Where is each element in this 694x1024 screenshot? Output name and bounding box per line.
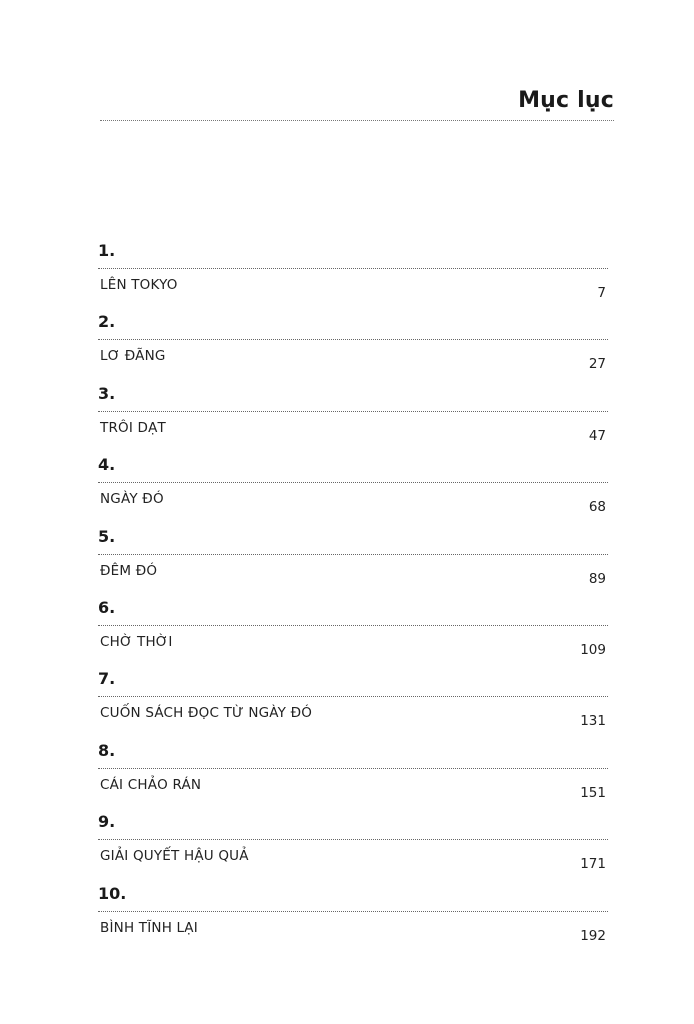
toc-entry (98, 812, 608, 883)
chapter-title: LÊN TOKYO (100, 277, 178, 293)
toc-entry (98, 312, 608, 383)
dotted-divider (98, 554, 608, 555)
toc-entry (98, 669, 608, 740)
chapter-number: 4. (98, 455, 116, 475)
page-number: 109 (580, 641, 606, 658)
chapter-title: BÌNH TĨNH LẠI (100, 919, 198, 936)
chapter-number: 8. (98, 740, 116, 760)
toc-entry (98, 741, 608, 812)
dotted-divider (98, 482, 608, 483)
dotted-divider (98, 768, 608, 769)
dotted-divider (98, 268, 608, 269)
title-divider (100, 120, 614, 121)
page-number: 89 (588, 570, 606, 587)
page-number: 68 (588, 499, 606, 516)
dotted-divider (98, 411, 608, 412)
toc-entry (98, 527, 608, 598)
chapter-title: NGÀY ĐÓ (100, 491, 164, 508)
chapter-number: 6. (98, 597, 116, 617)
chapter-number: 9. (98, 812, 116, 832)
chapter-number: 10. (98, 883, 127, 903)
page-number: 47 (588, 427, 606, 444)
dotted-divider (98, 339, 608, 340)
page-number: 27 (588, 356, 606, 373)
chapter-number: 5. (98, 526, 116, 546)
chapter-title: GIẢI QUYẾT HẬU QUẢ (100, 848, 249, 865)
chapter-title: LƠ ĐÃNG (100, 348, 166, 365)
chapter-number: 3. (98, 383, 116, 403)
toc-entry (98, 884, 608, 955)
page-title: Mục lục (518, 88, 614, 113)
page-number: 192 (580, 927, 606, 944)
dotted-divider (98, 696, 608, 697)
dotted-divider (98, 911, 608, 912)
page-number: 171 (580, 856, 606, 873)
dotted-divider (98, 625, 608, 626)
chapter-title: CUỐN SÁCH ĐỌC TỪ NGÀY ĐÓ (100, 705, 313, 722)
chapter-number: 7. (98, 669, 116, 689)
page-number: 131 (580, 713, 606, 730)
toc-entry (98, 241, 608, 312)
chapter-number: 1. (98, 241, 116, 260)
toc-entry (98, 455, 608, 526)
chapter-title: CÁI CHẢO RÁN (100, 776, 202, 793)
chapter-title: CHỜ THỜI (100, 633, 173, 650)
dotted-divider (98, 839, 608, 840)
chapter-number: 2. (98, 312, 116, 332)
toc-entry (98, 384, 608, 455)
page-number: 7 (597, 285, 606, 301)
table-of-contents (98, 241, 608, 955)
toc-entry (98, 598, 608, 669)
page-number: 151 (580, 784, 606, 801)
chapter-title: ĐÊM ĐÓ (100, 562, 158, 579)
chapter-title: TRÔI DẠT (100, 419, 167, 436)
